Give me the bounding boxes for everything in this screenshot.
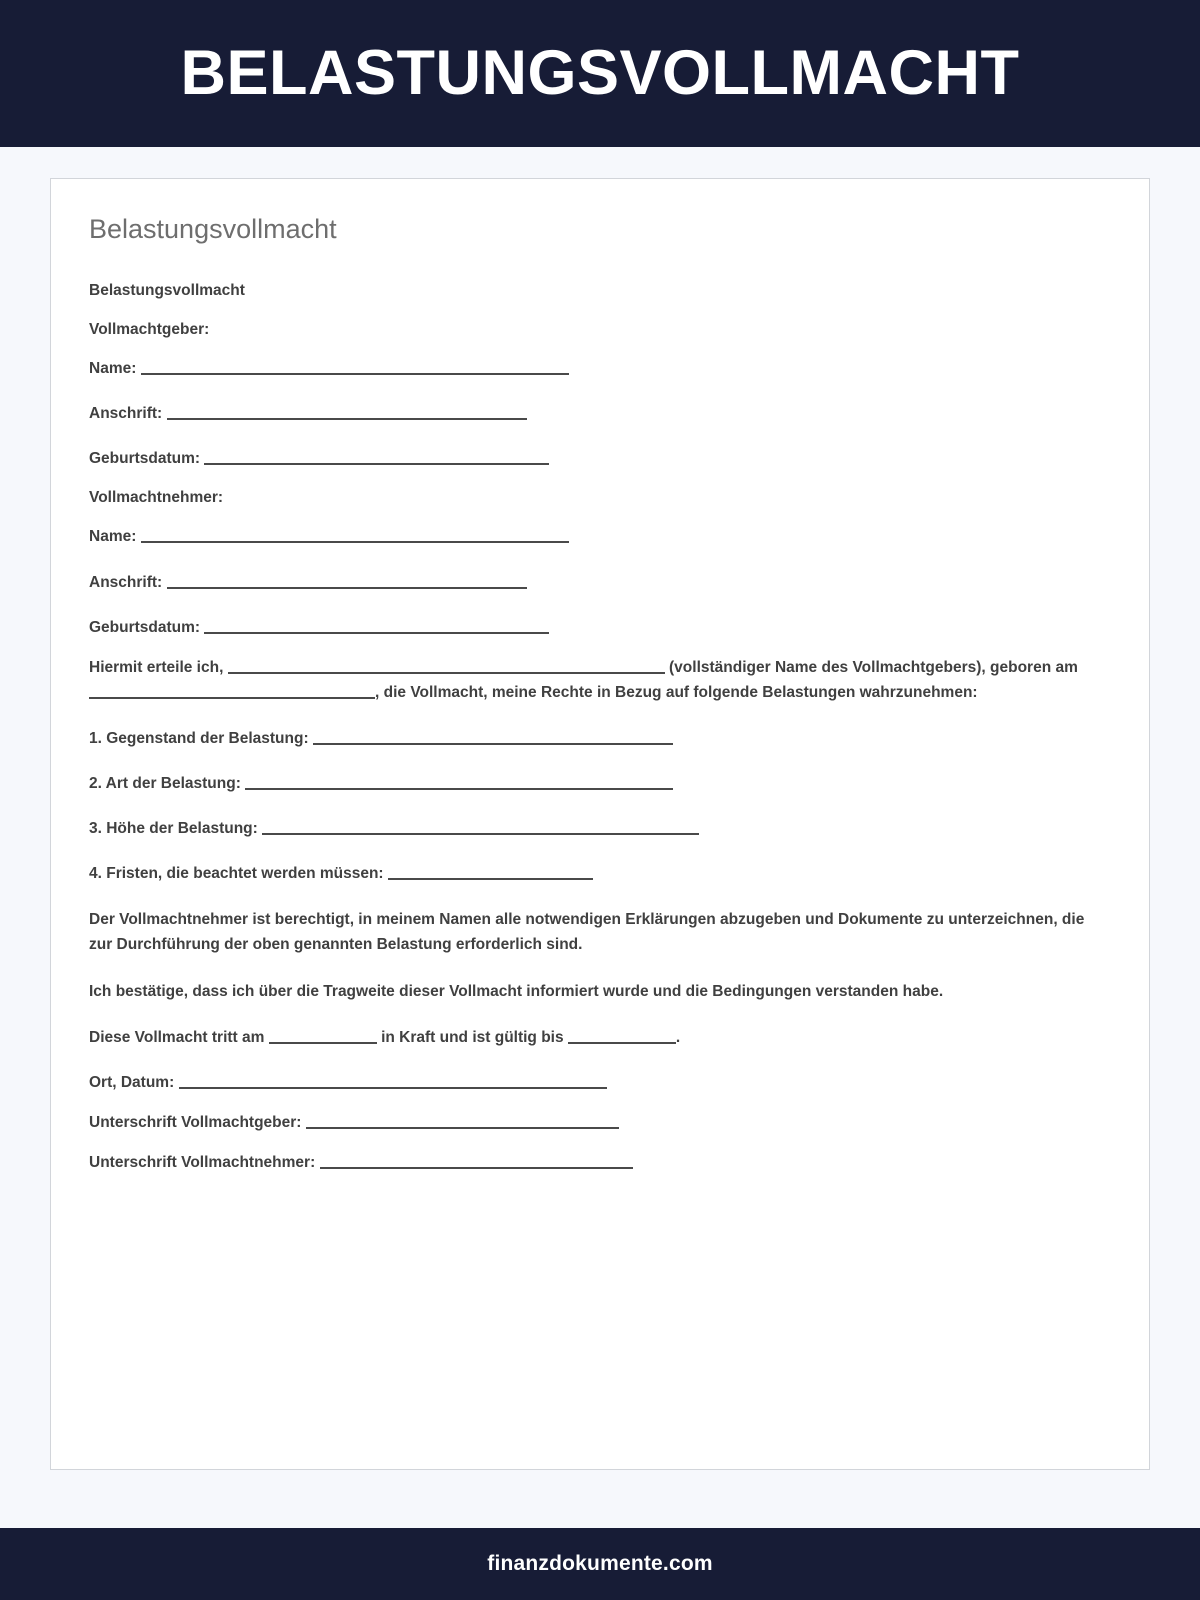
grantor-address-input[interactable] bbox=[167, 403, 527, 421]
authorization-birthdate-input[interactable] bbox=[89, 681, 375, 699]
authorization-part-3: , die Vollmacht, meine Rechte in Bezug auf folgende Belastungen wahrzunehmen: bbox=[375, 683, 978, 701]
numbered-item-2-input[interactable] bbox=[245, 772, 673, 790]
document-card bbox=[50, 178, 1150, 1470]
grantee-name-input[interactable] bbox=[141, 526, 569, 544]
grantor-field-birthdate bbox=[89, 447, 1111, 471]
page-footer bbox=[0, 1528, 1200, 1600]
numbered-item-3-label: 3. Höhe der Belastung: bbox=[89, 819, 258, 837]
banner-title: BELASTUNGSVOLLMACHT bbox=[180, 38, 1020, 108]
clause-confirmation: Ich bestätige, dass ich über die Tragweite dieser Vollmacht informiert wurde und die Bedingungen verstanden habe. bbox=[89, 983, 944, 1001]
grantor-field-address-label: Anschrift: bbox=[89, 405, 163, 423]
footer-site-name: finanzdokumente.com bbox=[487, 1552, 713, 1575]
numbered-item-2-label: 2. Art der Belastung: bbox=[89, 774, 241, 792]
numbered-item-3 bbox=[89, 817, 1111, 841]
clause-authority: Der Vollmachtnehmer ist berechtigt, in meinem Namen alle notwendigen Erklärungen abzugeben und Dokumente zu unterzeichnen, die zur Durchführung der oben genannten Belastung erforderlich sind. bbox=[89, 910, 1085, 953]
authorization-part-2: (vollständiger Name des Vollmachtgebers), geboren am bbox=[669, 658, 1078, 676]
signature-field-grantee bbox=[89, 1151, 1111, 1175]
grantee-address-input[interactable] bbox=[167, 571, 527, 589]
signature-grantor-input[interactable] bbox=[306, 1111, 619, 1129]
signature-field-grantee-label: Unterschrift Vollmachtnehmer: bbox=[89, 1154, 316, 1172]
numbered-item-1-input[interactable] bbox=[313, 727, 673, 745]
grantee-field-name bbox=[89, 525, 1111, 549]
numbered-item-1-label: 1. Gegenstand der Belastung: bbox=[89, 729, 309, 747]
validity-part-1: Diese Vollmacht tritt am bbox=[89, 1029, 265, 1047]
validity-start-input[interactable] bbox=[269, 1026, 377, 1044]
signature-field-place-date-label: Ort, Datum: bbox=[89, 1074, 175, 1092]
validity-part-2: in Kraft und ist gültig bis bbox=[381, 1029, 564, 1047]
grantor-field-name bbox=[89, 357, 1111, 381]
grantee-field-address bbox=[89, 571, 1111, 595]
numbered-item-4-label: 4. Fristen, die beachtet werden müssen: bbox=[89, 864, 384, 882]
grantee-field-name-label: Name: bbox=[89, 528, 137, 546]
grantor-field-address bbox=[89, 402, 1111, 426]
grantee-field-address-label: Anschrift: bbox=[89, 573, 163, 591]
grantor-section-label: Vollmachtgeber: bbox=[89, 321, 210, 339]
validity-part-3: . bbox=[675, 1029, 681, 1047]
page-area bbox=[0, 147, 1200, 1528]
signature-field-place-date bbox=[89, 1071, 1111, 1095]
grantee-birthdate-input[interactable] bbox=[204, 616, 549, 634]
validity-end-input[interactable] bbox=[568, 1026, 676, 1044]
numbered-item-4-input[interactable] bbox=[388, 862, 593, 880]
document-subtitle: Belastungsvollmacht bbox=[89, 282, 245, 300]
numbered-item-2 bbox=[89, 772, 1111, 796]
authorization-part-1: Hiermit erteile ich, bbox=[89, 658, 224, 676]
grantor-field-name-label: Name: bbox=[89, 360, 137, 378]
signature-field-grantor bbox=[89, 1111, 1111, 1135]
document-body bbox=[89, 279, 1111, 1175]
grantor-name-input[interactable] bbox=[141, 358, 569, 376]
grantor-field-birthdate-label: Geburtsdatum: bbox=[89, 450, 201, 468]
authorization-fullname-input[interactable] bbox=[228, 656, 665, 674]
grantee-field-birthdate-label: Geburtsdatum: bbox=[89, 618, 201, 636]
numbered-item-3-input[interactable] bbox=[262, 817, 699, 835]
document-heading: Belastungsvollmacht bbox=[89, 214, 337, 244]
grantee-field-birthdate bbox=[89, 616, 1111, 640]
page-banner bbox=[0, 0, 1200, 147]
grantor-birthdate-input[interactable] bbox=[204, 448, 549, 466]
grantee-section-label: Vollmachtnehmer: bbox=[89, 489, 224, 507]
place-date-input[interactable] bbox=[179, 1071, 607, 1089]
signature-field-grantor-label: Unterschrift Vollmachtgeber: bbox=[89, 1114, 302, 1132]
numbered-item-4 bbox=[89, 862, 1111, 886]
numbered-item-1 bbox=[89, 727, 1111, 751]
signature-grantee-input[interactable] bbox=[320, 1151, 633, 1169]
authorization-paragraph bbox=[89, 655, 1111, 705]
validity-line bbox=[89, 1026, 1111, 1050]
